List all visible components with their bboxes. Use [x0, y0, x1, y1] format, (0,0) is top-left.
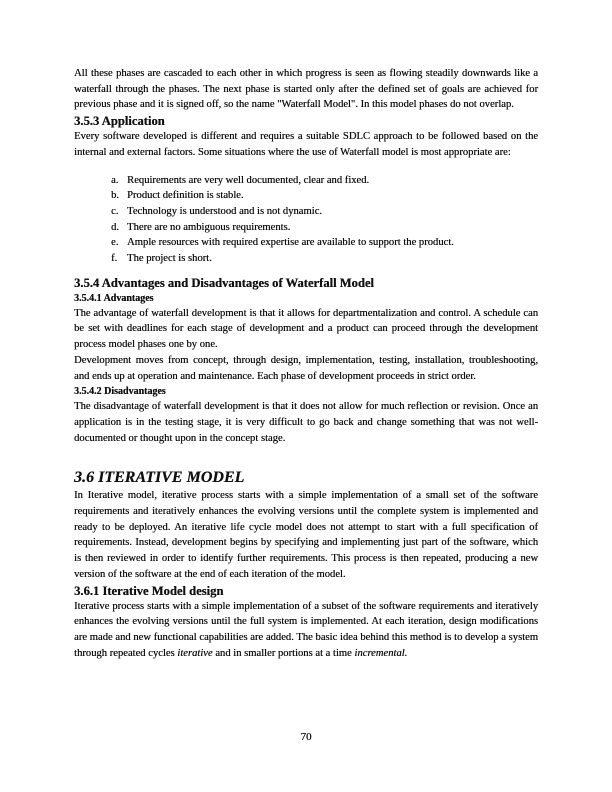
intro-paragraph: All these phases are cascaded to each other in which progress is seen as flowing steadily downwards like a waterfall through the phases. The next phase is started only after the defined set of goals are achieved for previous phase and it is signed off, so the name "Waterfall Model". In this model phases do not overlap.	[74, 68, 538, 111]
heading-3-5-4: 3.5.4 Advantages and Disadvantages of Waterfall Model	[74, 275, 374, 290]
paragraph-text: and in smaller portions at a time	[212, 647, 355, 659]
list-item	[74, 173, 538, 189]
heading-3-5-4-1: 3.5.4.1 Advantages	[74, 292, 154, 304]
iterative-model-paragraph: In Iterative model, iterative process starts with a simple implementation of a small set of the software requirements and iteratively enhances the evolving versions until the complete system is implemented and ready to be deployed. An iterative life cycle model does not attempt to start with a full specification of requirements. Instead, development begins by specifying and implementing just part of the software, which is then reviewed in order to identify further requirements. This process is then repeated, producing a new version of the software at the end of each iteration of the model.	[74, 490, 538, 580]
advantages-paragraph-1: The advantage of waterfall development is that it allows for departmentalization and control. A schedule can be set with deadlines for each stage of development and a product can proceed through the development process model phases one by one.	[74, 307, 538, 351]
iterative-design-paragraph	[74, 599, 538, 662]
emphasis-incremental: incremental.	[354, 647, 408, 659]
list-item-text: Ample resources with required expertise are available to support the product.	[127, 237, 454, 249]
list-item-text: Product definition is stable.	[127, 190, 244, 202]
list-marker: f.	[111, 253, 118, 265]
heading-3-6: 3.6 ITERATIVE MODEL	[74, 469, 245, 487]
emphasis-iterative: iterative	[177, 647, 213, 659]
list-marker: c.	[111, 205, 119, 217]
list-item	[74, 188, 538, 204]
list-item	[74, 204, 538, 220]
list-item	[74, 220, 538, 236]
application-paragraph: Every software developed is different and requires a suitable SDLC approach to be followed based on the internal and external factors. Some situations where the use of Waterfall model is most appropriate are:	[74, 131, 538, 158]
list-marker: b.	[111, 190, 119, 202]
disadvantages-paragraph: The disadvantage of waterfall development is that it does not allow for much reflection or revision. Once an application is in the testing stage, it is very difficult to go back and change something that was not well-documented or thought upon in the concept stage.	[74, 401, 538, 444]
heading-3-6-1: 3.6.1 Iterative Model design	[74, 583, 224, 598]
document-page	[74, 66, 538, 661]
heading-3-5-3: 3.5.3 Application	[74, 114, 165, 129]
list-marker: e.	[111, 237, 119, 249]
page-number: 70	[300, 731, 312, 743]
list-item	[74, 251, 538, 267]
paragraph-text: Iterative process starts with a simple implementation of a subset of the software requirements and iteratively enhances the evolving versions until the full system is implemented. At each iteration, design modifications are made and new functional capabilities are added. The basic idea behind this method is to develop a system through repeated cycles	[74, 600, 538, 659]
list-marker: a.	[111, 174, 119, 186]
list-item-text: Technology is understood and is not dynamic.	[127, 205, 322, 217]
list-marker: d.	[111, 221, 119, 233]
advantages-paragraph-2: Development moves from concept, through design, implementation, testing, installation, troubleshooting, and ends up at operation and maintenance. Each phase of development proceeds in strict order.	[74, 354, 538, 382]
list-item-text: The project is short.	[127, 253, 212, 265]
waterfall-situations-list	[74, 173, 538, 267]
heading-3-5-4-2: 3.5.4.2 Disadvantages	[74, 386, 166, 398]
list-item	[74, 235, 538, 251]
list-item-text: There are no ambiguous requirements.	[127, 221, 291, 233]
list-item-text: Requirements are very well documented, clear and fixed.	[127, 174, 370, 186]
